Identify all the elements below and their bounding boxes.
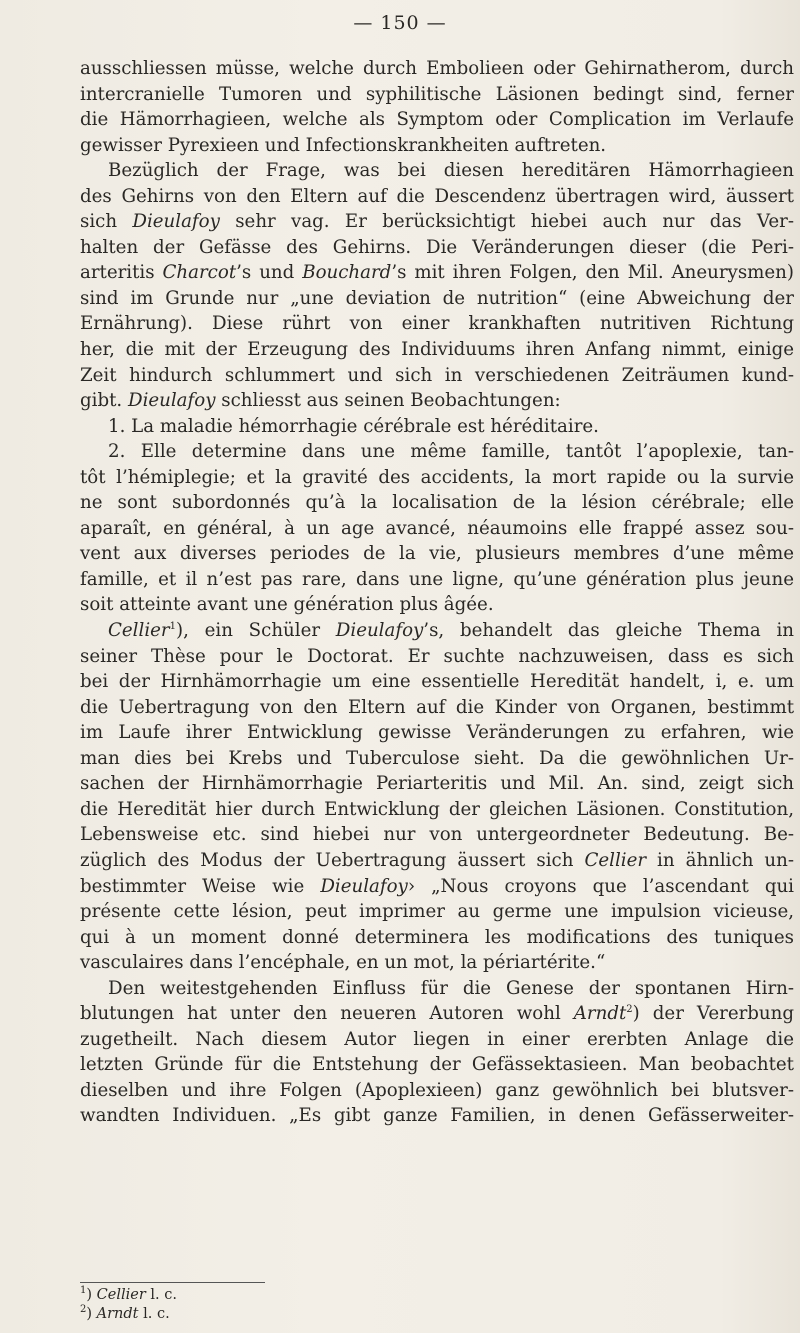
text-line: vent aux diverses periodes de la vie, plusieurs membres d’une même bbox=[80, 543, 794, 565]
text-line: im Laufe ihrer Entwicklung gewisse Veränderungen zu erfahren, wie bbox=[80, 722, 794, 744]
text-line: 1. La maladie hémorrhagie cérébrale est héréditaire. bbox=[108, 415, 599, 437]
text-line: bei der Hirnhämorrhagie um eine essentielle Heredität handelt, i, e. um bbox=[80, 671, 794, 693]
text-line: intercranielle Tumoren und syphilitische Läsionen bedingt sind, ferner bbox=[80, 83, 794, 105]
text-line: aparaît, en général, à un age avancé, néaumoins elle frappé assez sou- bbox=[80, 517, 794, 539]
text-line: Den weitestgehenden Einfluss für die Genese der spontanen Hirn- bbox=[108, 977, 794, 999]
text-line: Bezüglich der Frage, was bei diesen hereditären Hämorrhagieen bbox=[108, 160, 794, 182]
text-line: her, die mit der Erzeugung des Individuums ihren Anfang nimmt, einige bbox=[80, 339, 794, 361]
text-line: sachen der Hirnhämorrhagie Periarteritis und Mil. An. sind, zeigt sich bbox=[80, 773, 794, 795]
text-line: blutungen hat unter den neueren Autoren wohl Arndt$^2$) der Vererbung bbox=[80, 1003, 794, 1025]
text-line: qui à un moment donné determinera les modifications des tuniques bbox=[80, 926, 794, 948]
footnote: $^2$) Arndt l. c. bbox=[80, 1304, 170, 1322]
text-line: des Gehirns von den Eltern auf die Descendenz übertragen wird, äussert bbox=[80, 185, 794, 207]
footnote: $^1$) Cellier l. c. bbox=[80, 1285, 177, 1303]
text-line: Zeit hindurch schlummert und sich in verschiedenen Zeiträumen kund- bbox=[80, 364, 794, 386]
text-line: Cellier$^1$), ein Schüler Dieulafoy’s, behandelt das gleiche Thema in bbox=[108, 620, 794, 642]
text-line: züglich des Modus der Uebertragung äussert sich Cellier in ähnlich un- bbox=[80, 849, 794, 871]
page-number: — 150 — bbox=[353, 12, 447, 34]
footnote-rule bbox=[80, 1282, 265, 1283]
text-line: wandten Individuen. „Es gibt ganze Familien, in denen Gefässerweiter- bbox=[80, 1105, 794, 1127]
text-line: sich Dieulafoy sehr vag. Er berücksichtigt hiebei auch nur das Ver- bbox=[80, 211, 794, 233]
text-line: bestimmter Weise wie Dieulafoy› „Nous croyons que l’ascendant qui bbox=[80, 875, 794, 897]
text-line: dieselben und ihre Folgen (Apoplexieen) ganz gewöhnlich bei blutsver- bbox=[80, 1079, 794, 1101]
text-line: letzten Gründe für die Entstehung der Gefässektasieen. Man beobachtet bbox=[80, 1054, 794, 1076]
footnotes bbox=[80, 1286, 480, 1324]
text-line: ausschliessen müsse, welche durch Embolieen oder Gehirnatherom, durch bbox=[80, 58, 794, 79]
text-line: vasculaires dans l’encéphale, en un mot, la périartérite.“ bbox=[80, 952, 606, 974]
text-line: soit atteinte avant une génération plus âgée. bbox=[80, 594, 494, 616]
text-line: man dies bei Krebs und Tuberculose sieht. Da die gewöhnlichen Ur- bbox=[80, 747, 794, 769]
text-line: ne sont subordonnés qu’à la localisation de la lésion cérébrale; elle bbox=[80, 492, 794, 514]
text-line: présente cette lésion, peut imprimer au germe une impulsion vicieuse, bbox=[80, 901, 794, 923]
text-line: gewisser Pyrexieen und Infectionskrankheiten auftreten. bbox=[80, 134, 607, 156]
text-line: halten der Gefässe des Gehirns. Die Veränderungen dieser (die Peri- bbox=[80, 236, 794, 258]
text-line: die Uebertragung von den Eltern auf die Kinder von Organen, bestimmt bbox=[80, 696, 794, 718]
text-line: famille, et il n’est pas rare, dans une ligne, qu’une génération plus jeune bbox=[80, 568, 794, 590]
text-line: tôt l’hémiplegie; et la gravité des accidents, la mort rapide ou la survie bbox=[80, 466, 794, 488]
text-line: gibt. Dieulafoy schliesst aus seinen Beobachtungen: bbox=[80, 390, 561, 412]
text-line: die Heredität hier durch Entwicklung der gleichen Läsionen. Constitution, bbox=[80, 798, 794, 820]
body-text bbox=[80, 56, 794, 1129]
text-line: zugetheilt. Nach diesem Autor liegen in einer ererbten Anlage die bbox=[80, 1028, 794, 1050]
text-line: die Hämorrhagieen, welche als Symptom oder Complication im Verlaufe bbox=[80, 109, 794, 131]
text-line: 2. Elle determine dans une même famille, tantôt l’apoplexie, tan- bbox=[108, 441, 794, 463]
text-line: sind im Grunde nur „une deviation de nutrition“ (eine Abweichung der bbox=[80, 287, 794, 309]
text-line: Lebensweise etc. sind hiebei nur von untergeordneter Bedeutung. Be- bbox=[80, 824, 794, 846]
text-line: Ernährung). Diese rührt von einer krankhaften nutritiven Richtung bbox=[80, 313, 794, 335]
text-line: seiner Thèse pour le Doctorat. Er suchte nachzuweisen, dass es sich bbox=[80, 645, 794, 667]
text-line: arteritis Charcot’s und Bouchard’s mit ihren Folgen, den Mil. Aneurysmen) bbox=[80, 262, 794, 284]
